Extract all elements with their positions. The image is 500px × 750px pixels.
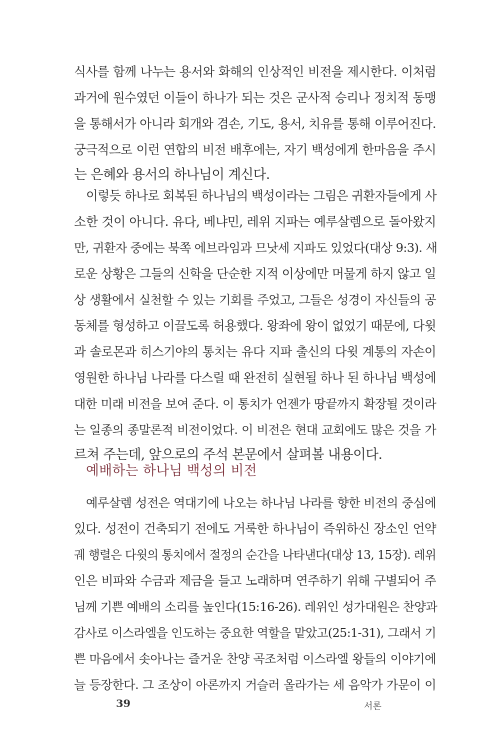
text-line: 는 은혜와 용서의 하나님이 계신다. [74, 168, 270, 183]
text-line: 이렇듯 하나로 회복된 하나님의 백성이라는 그림은 귀환자들에게 사 [86, 188, 437, 203]
text-line: 소한 것이 아니다. 유다, 베냐민, 레위 지파는 예루살렘으로 돌아왔지 [74, 214, 436, 229]
running-footer-section: 서론 [364, 702, 382, 712]
text-line: 만, 귀환자 중에는 북쪽 에브라임과 므낫세 지파도 있었다(대상 9:3). 새 [74, 241, 438, 255]
text-line: 상 생활에서 실천할 수 있는 기회를 주었고, 그들은 성경이 자신들의 공 [74, 293, 436, 307]
text-line: 있다. 성전이 건축되기 전에도 거룩한 하나님이 즉위하신 장소인 언약 [74, 521, 436, 536]
text-line: 동체를 형성하고 이끌도록 허용했다. 왕좌에 왕이 없었기 때문에, 다윗 [74, 318, 436, 333]
text-line: 쁜 마음에서 솟아나는 즐거운 찬양 곡조처럼 이스라엘 왕들의 이야기에 [74, 652, 436, 666]
text-line: 예루살렘 성전은 역대기에 나오는 하나님 나라를 향한 비전의 중심에 [86, 496, 436, 510]
text-line: 는 일종의 종말론적 비전이었다. 이 비전은 현대 교회에도 많은 것을 가 [74, 423, 436, 437]
text-line: 영원한 하나님 나라를 다스릴 때 완전히 실현될 하나 된 하나님 백성에 [74, 370, 436, 385]
section-heading: 예배하는 하나님 백성의 비전 [86, 464, 257, 479]
text-line: 궁극적으로 이런 연합의 비전 배후에는, 자기 백성에게 한마음을 주시 [74, 142, 436, 157]
text-line: 님께 기쁜 예배의 소리를 높인다(15:16-26). 레위인 성가대원은 찬양과 [74, 600, 438, 614]
text-line: 대한 미래 비전을 보여 준다. 이 통치가 언젠가 땅끝까지 확장될 것이라 [74, 397, 436, 411]
text-line: 르쳐 주는데, 앞으로의 주석 본문에서 살펴볼 내용이다. [74, 448, 383, 463]
text-line: 과 솔로몬과 히스기야의 통치는 유다 지파 출신의 다윗 계통의 자손이 [74, 344, 436, 359]
page-number: 39 [116, 698, 131, 710]
text-line: 궤 행렬은 다윗의 통치에서 절정의 순간을 나타낸다(대상 13, 15장). 레위 [74, 548, 436, 562]
text-line: 과거에 원수였던 이들이 하나가 되는 것은 군사적 승리나 정치적 동맹 [74, 90, 436, 105]
text-line: 인은 비파와 수금과 제금을 들고 노래하며 연주하기 위해 구별되어 주 [74, 573, 436, 588]
text-line: 늘 등장한다. 그 조상이 아론까지 거슬러 올라가는 세 음악가 가문이 이 [74, 678, 436, 692]
text-line: 로운 상황은 그들의 신학을 단순한 지적 이상에만 머물게 하지 않고 일 [74, 266, 436, 281]
text-line: 감사로 이스라엘을 인도하는 중요한 역할을 맡았고(25:1-31), 그래서 기 [74, 626, 436, 640]
text-line: 을 통해서가 아니라 회개와 겸손, 기도, 용서, 치유를 통해 이루어진다. [74, 116, 436, 131]
text-line: 식사를 함께 나누는 용서와 화해의 인상적인 비전을 제시한다. 이처럼 [74, 64, 436, 79]
